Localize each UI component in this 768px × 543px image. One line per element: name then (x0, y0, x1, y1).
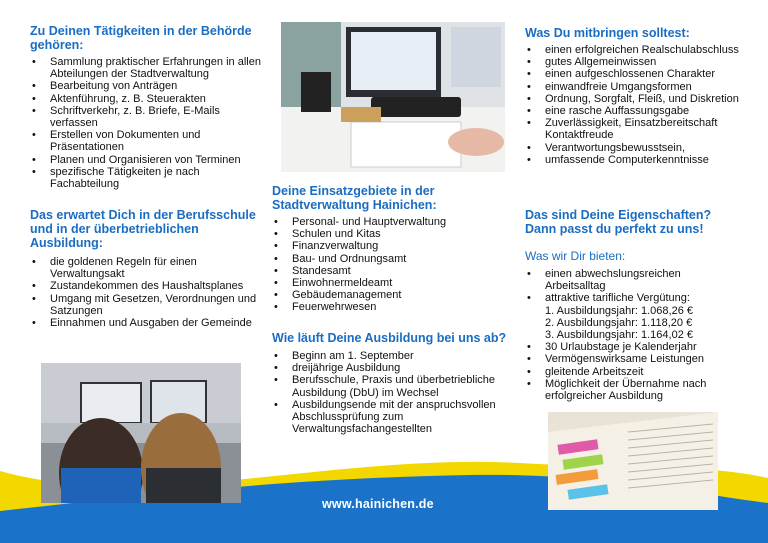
list-item: • 30 Urlaubstage je Kalenderjahr (525, 341, 740, 353)
offer-list (525, 268, 740, 402)
section-heading-tasks: Zu Deinen Tätigkeiten in der Behörde gehören: (30, 24, 252, 52)
list-item: • Berufsschule, Praxis und überbetriebliche Ausbildung (DbU) im Wechsel (272, 374, 512, 398)
list-item: • einen aufgeschlossenen Charakter (525, 68, 740, 80)
list-item: • Vermögenswirksame Leistungen (525, 353, 740, 365)
list-item: • Gebäudemanagement (272, 289, 512, 301)
photo-students-computer (41, 363, 241, 503)
tasks-list (30, 56, 265, 190)
list-item: • Ordnung, Sorgfalt, Fleiß, und Diskretion (525, 93, 740, 105)
list-item: • Einwohnermeldeamt (272, 277, 512, 289)
list-item: • umfassende Computerkenntnisse (525, 154, 740, 166)
list-item: • Aktenführung, z. B. Steuerakten (30, 93, 265, 105)
areas-list (272, 216, 512, 314)
process-list (272, 350, 512, 435)
list-item: • Standesamt (272, 265, 512, 277)
list-item: • die goldenen Regeln für einen Verwaltungsakt (30, 256, 265, 280)
list-item: • Verantwortungsbewusstsein, (525, 142, 740, 154)
list-item: • Planen und Organisieren von Terminen (30, 154, 265, 166)
website-url[interactable]: www.hainichen.de (322, 497, 434, 511)
school-list (30, 256, 265, 329)
list-item: • Bearbeitung von Anträgen (30, 80, 265, 92)
list-item: • Einnahmen und Ausgaben der Gemeinde (30, 317, 265, 329)
section-heading-school: Das erwartet Dich in der Berufsschule und in der überbetrieblichen Ausbildung: (30, 208, 256, 250)
list-item: • Feuerwehrwesen (272, 301, 512, 313)
section-heading-areas: Deine Einsatzgebiete in der Stadtverwaltung Hainichen: (272, 184, 437, 212)
list-item: • einwandfreie Umgangsformen (525, 81, 740, 93)
list-item: • Zustandekommen des Haushaltsplanes (30, 280, 265, 292)
list-item: • Umgang mit Gesetzen, Verordnungen und Satzungen (30, 293, 265, 317)
list-item: • eine rasche Auffassungsgabe (525, 105, 740, 117)
list-item: • Ausbildungsende mit der anspruchsvollen Abschlussprüfung zum Verwaltungsfachangestellten (272, 399, 512, 436)
section-heading-requirements: Was Du mitbringen solltest: (525, 26, 690, 40)
list-item: • attraktive tarifliche Vergütung: 1. Ausbildungsjahr: 1.068,26 € 2. Ausbildungsjahr: 1.118,20 € 3. Ausbildungsjahr: 1.164,02 € (525, 292, 740, 341)
list-item: • Bau- und Ordnungsamt (272, 253, 512, 265)
list-item: • Personal- und Hauptverwaltung (272, 216, 512, 228)
photo-law-book (548, 412, 718, 510)
list-item: • Möglichkeit der Übernahme nach erfolgreicher Ausbildung (525, 378, 740, 402)
offer-subheading: Was wir Dir bieten: (525, 249, 626, 263)
list-item: • Finanzverwaltung (272, 240, 512, 252)
list-item: • gleitende Arbeitszeit (525, 366, 740, 378)
list-item: • einen abwechslungsreichen Arbeitsalltag (525, 268, 740, 292)
list-item: • dreijährige Ausbildung (272, 362, 512, 374)
list-item: • Schriftverkehr, z. B. Briefe, E-Mails verfassen (30, 105, 265, 129)
list-item: • Schulen und Kitas (272, 228, 512, 240)
list-item: • Beginn am 1. September (272, 350, 512, 362)
section-heading-process: Wie läuft Deine Ausbildung bei uns ab? (272, 331, 507, 345)
list-item: • gutes Allgemeinwissen (525, 56, 740, 68)
requirements-list (525, 44, 740, 166)
section-heading-qualities: Das sind Deine Eigenschaften? Dann passt du perfekt zu uns! (525, 208, 712, 236)
photo-office-desk (281, 22, 505, 172)
list-item: • einen erfolgreichen Realschulabschluss (525, 44, 740, 56)
list-item: • Sammlung praktischer Erfahrungen in allen Abteilungen der Stadtverwaltung (30, 56, 265, 80)
list-item: • Erstellen von Dokumenten und Präsentationen (30, 129, 265, 153)
list-item: • spezifische Tätigkeiten je nach Fachabteilung (30, 166, 265, 190)
list-item: • Zuverlässigkeit, Einsatzbereitschaft Kontaktfreude (525, 117, 740, 141)
